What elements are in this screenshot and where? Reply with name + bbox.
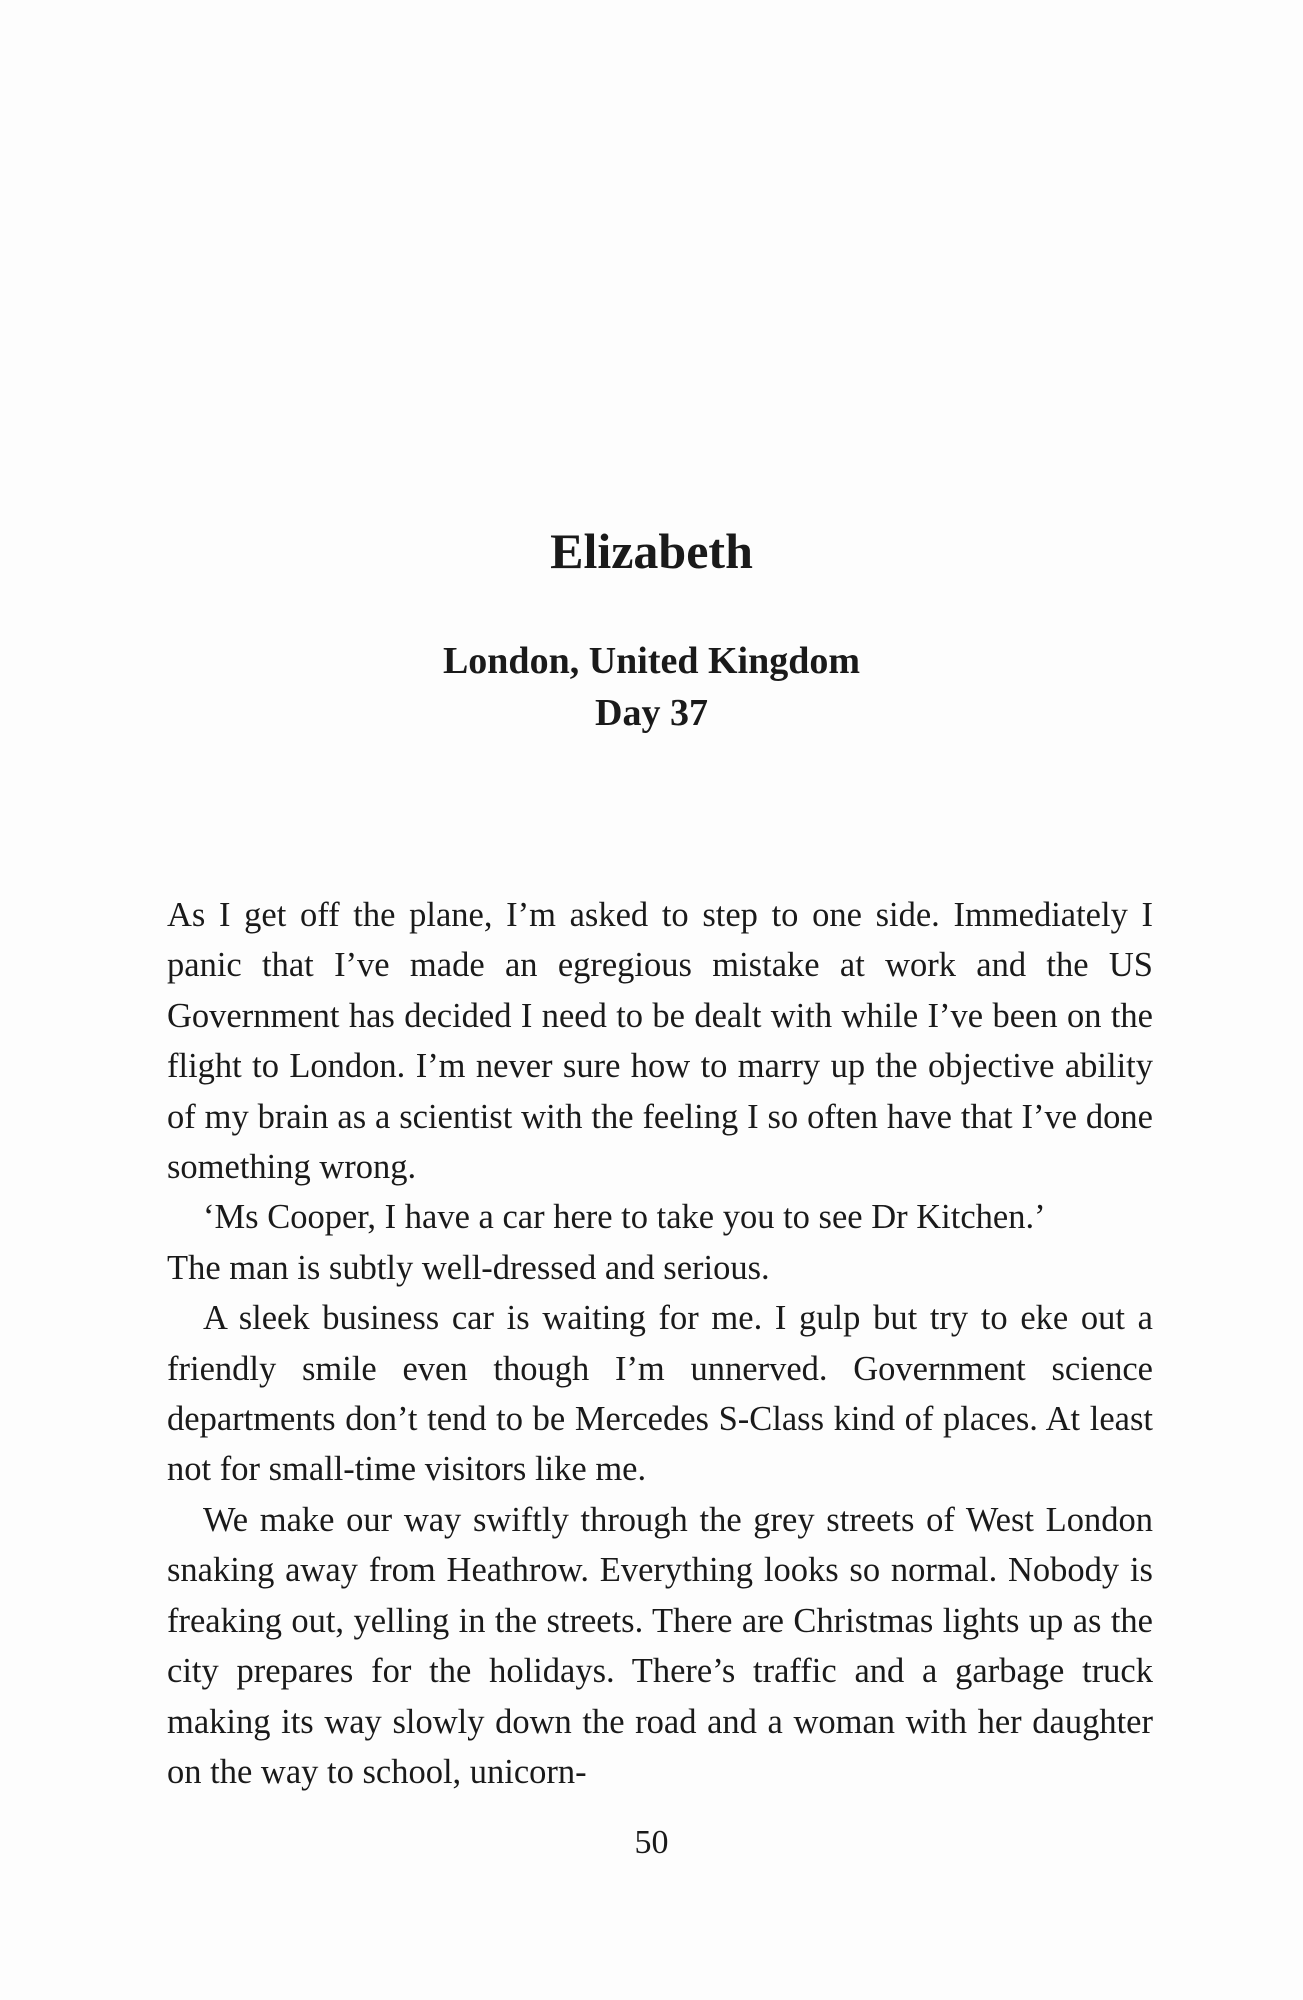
paragraph: A sleek business car is waiting for me. I gulp but try to eke out a friendly smile even though I’m unnerved. Government science departments don’t tend to be Mercedes S-Class kind of places. At least not for small-time visitors like me. [167,1299,1153,1489]
page-number: 50 [634,1824,669,1861]
paragraph: As I get off the plane, I’m asked to step to one side. Immediately I panic that I’ve made an egregious mistake at work and the US Government has decided I need to be dealt with while I’ve been on the flight to London. I’m never sure how to marry up the objective ability of my brain as a scientist with the feeling I so often have that I’ve done something wrong. [167,896,1153,1187]
chapter-location: London, United Kingdom [442,640,861,682]
chapter-title: Elizabeth [550,523,753,579]
chapter-day: Day 37 [595,692,708,734]
paragraph: ‘Ms Cooper, I have a car here to take you to see Dr Kitchen.’ [203,1198,1046,1237]
paragraph: We make our way swiftly through the grey streets of West London snaking away from Heathrow. Everything looks so normal. Nobody is freaking out, yelling in the streets. There are Christmas lights up as the city prepares for the holidays. There’s traffic and a garbage truck making its way slowly down the road and a woman with her daughter on the way to school, unicorn- [167,1500,1153,1791]
paragraph: The man is subtly well-dressed and serious. [167,1248,770,1287]
body-text [167,890,1153,1797]
